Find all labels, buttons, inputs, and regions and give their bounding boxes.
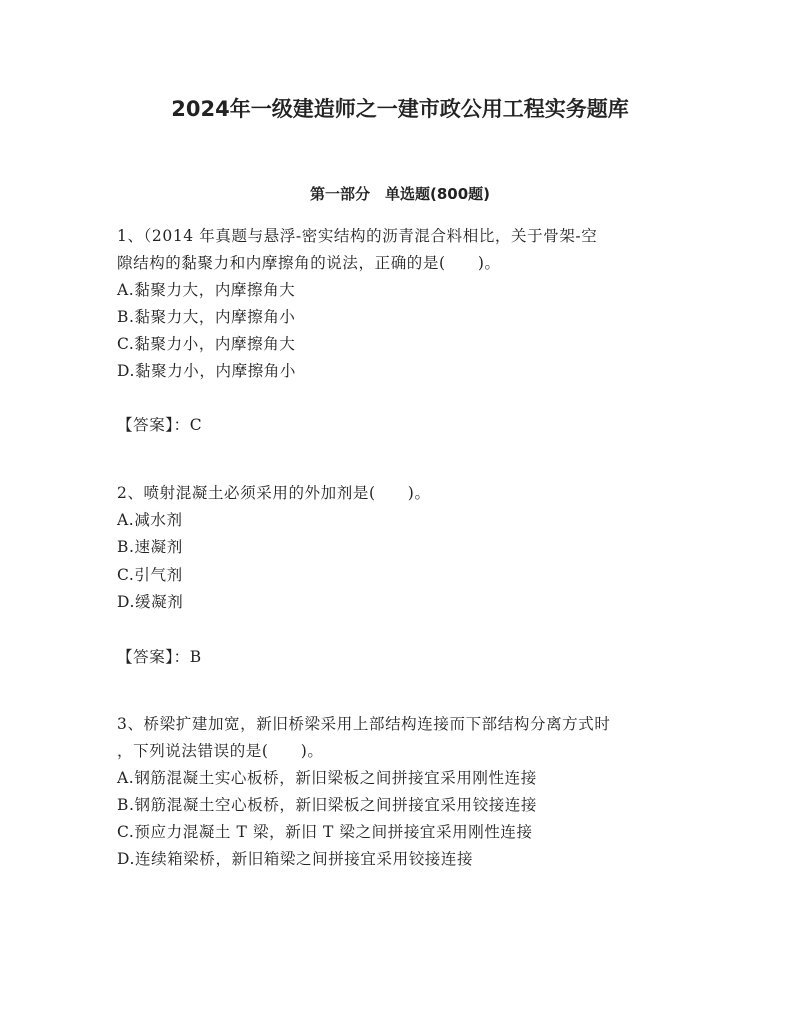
question-2-answer: 【答案】：B	[117, 648, 202, 666]
question-1-option-c: C.黏聚力小，内摩擦角大	[117, 335, 296, 353]
question-1-option-b: B.黏聚力大，内摩擦角小	[117, 308, 296, 326]
question-1-option-a: A.黏聚力大，内摩擦角大	[117, 281, 296, 299]
question-3-stem-line-2: ，下列说法错误的是( )。	[117, 742, 324, 760]
question-1-stem-line-1: 1、（2014 年真题与悬浮-密实结构的沥青混合料相比，关于骨架-空	[117, 227, 598, 245]
question-1-stem-line-2: 隙结构的黏聚力和内摩擦角的说法，正确的是( )。	[117, 254, 501, 272]
question-2-option-c: C.引气剂	[117, 566, 183, 584]
question-1-answer: 【答案】：C	[117, 416, 203, 434]
question-2-option-a: A.减水剂	[117, 511, 183, 529]
question-1-option-d: D.黏聚力小，内摩擦角小	[117, 362, 297, 380]
question-3-option-c: C.预应力混凝土 T 梁，新旧 T 梁之间拼接宜采用刚性连接	[117, 823, 533, 841]
document-title: 2024年一级建造师之一建市政公用工程实务题库	[171, 97, 629, 121]
question-3-option-b: B.钢筋混凝土空心板桥，新旧梁板之间拼接宜采用铰接连接	[117, 796, 538, 814]
question-3-option-a: A.钢筋混凝土实心板桥，新旧梁板之间拼接宜采用刚性连接	[117, 769, 537, 787]
question-2-option-b: B.速凝剂	[117, 538, 183, 556]
question-3-stem-line-1: 3、桥梁扩建加宽，新旧桥梁采用上部结构连接而下部结构分离方式时	[117, 715, 611, 733]
section-heading: 第一部分 单选题(800题)	[309, 185, 491, 203]
question-2-stem: 2、喷射混凝土必须采用的外加剂是( )。	[117, 484, 431, 502]
question-3-option-d: D.连续箱梁桥，新旧箱梁之间拼接宜采用铰接连接	[117, 850, 474, 868]
question-2-option-d: D.缓凝剂	[117, 593, 184, 611]
